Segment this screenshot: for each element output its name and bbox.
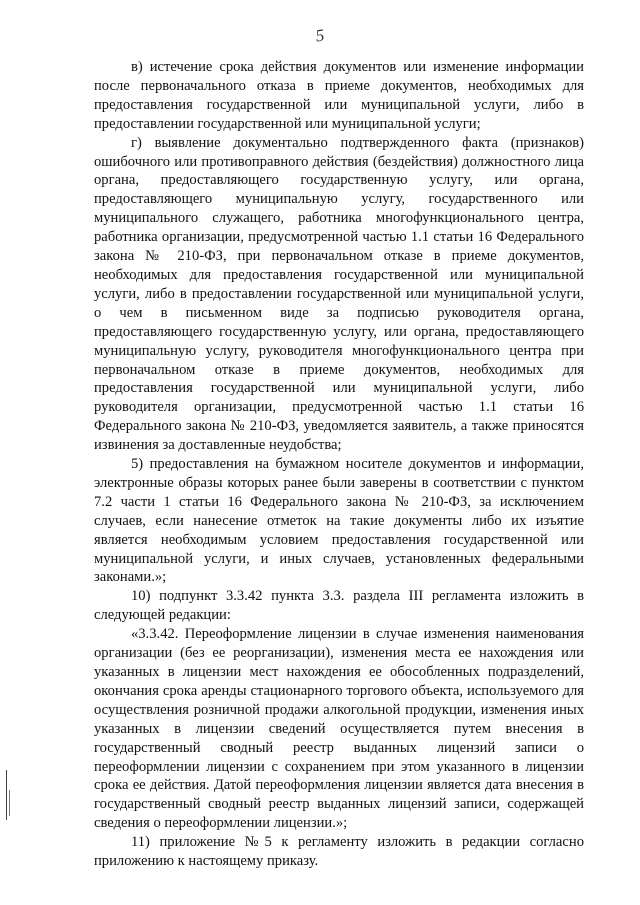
paragraph-10: 10) подпункт 3.3.42 пункта 3.3. раздела III регламента изложить в следующей редакции: bbox=[94, 588, 584, 624]
scan-margin-mark-secondary bbox=[9, 790, 10, 816]
scan-margin-mark bbox=[6, 770, 7, 820]
paragraph-3-3-42: «3.3.42. Переоформление лицензии в случае изменения наименования организации (без ее реорганизации), изменения места ее нахождения или указанных в лицензии мест нахождения ее обособленных подразделений, окончания срока аренды стационарного торгового объекта, используемого для осуществления розничной продажи алкогольной продукции, изменения иных указанных в лицензии сведений осуществляется путем внесения в государственный сводный реестр выданных лицензий записи о переоформлении лицензии с сохранением при этом указанного в лицензии срока ее действия. Датой переоформления лицензии является дата внесения в государственный сводный реестр выданных лицензий записи, содержащей сведения о переоформлении лицензии.»; bbox=[94, 626, 584, 832]
document-body bbox=[94, 58, 584, 871]
paragraph-g: г) выявление документально подтвержденного факта (признаков) ошибочного или противоправного действия (бездействия) должностного лица органа, предоставляющего государственную услугу, или органа, предоставляющего муниципальную услугу, государственного или муниципального служащего, работника многофункционального центра, работника организации, предусмотренной частью 1.1 статьи 16 Федерального закона № 210-ФЗ, при первоначальном отказе в приеме документов, необходимых для предоставления государственной или муниципальной услуги, либо в предоставлении государственной или муниципальной услуги, о чем в письменном виде за подписью руководителя органа, предоставляющего государственную услугу, или органа, предоставляющего муниципальную услугу, руководителя многофункционального центра при первоначальном отказе в приеме документов, необходимых для предоставления государственной или муниципальной услуги, либо руководителя организации, предусмотренной частью 1.1 статьи 16 Федерального закона № 210-ФЗ, уведомляется заявитель, а также приносятся извинения за доставленные неудобства; bbox=[94, 134, 584, 454]
paragraph-5: 5) предоставления на бумажном носителе документов и информации, электронные образы которых ранее были заверены в соответствии с пунктом 7.2 части 1 статьи 16 Федерального закона № 210-ФЗ, за исключением случаев, если нанесение отметок на такие документы либо их изъятие является необходимым условием предоставления государственной или муниципальной услуги, и иных случаев, установленных федеральными законами.»; bbox=[94, 456, 584, 586]
page-number: 5 bbox=[314, 25, 326, 46]
paragraph-11: 11) приложение №5 к регламенту изложить в редакции согласно приложению к настоящему приказу. bbox=[94, 834, 584, 870]
paragraph-v: в) истечение срока действия документов или изменение информации после первоначального отказа в приеме документов, необходимых для предоставления государственной или муниципальной услуги, либо в предоставлении государственной или муниципальной услуги; bbox=[94, 59, 584, 132]
